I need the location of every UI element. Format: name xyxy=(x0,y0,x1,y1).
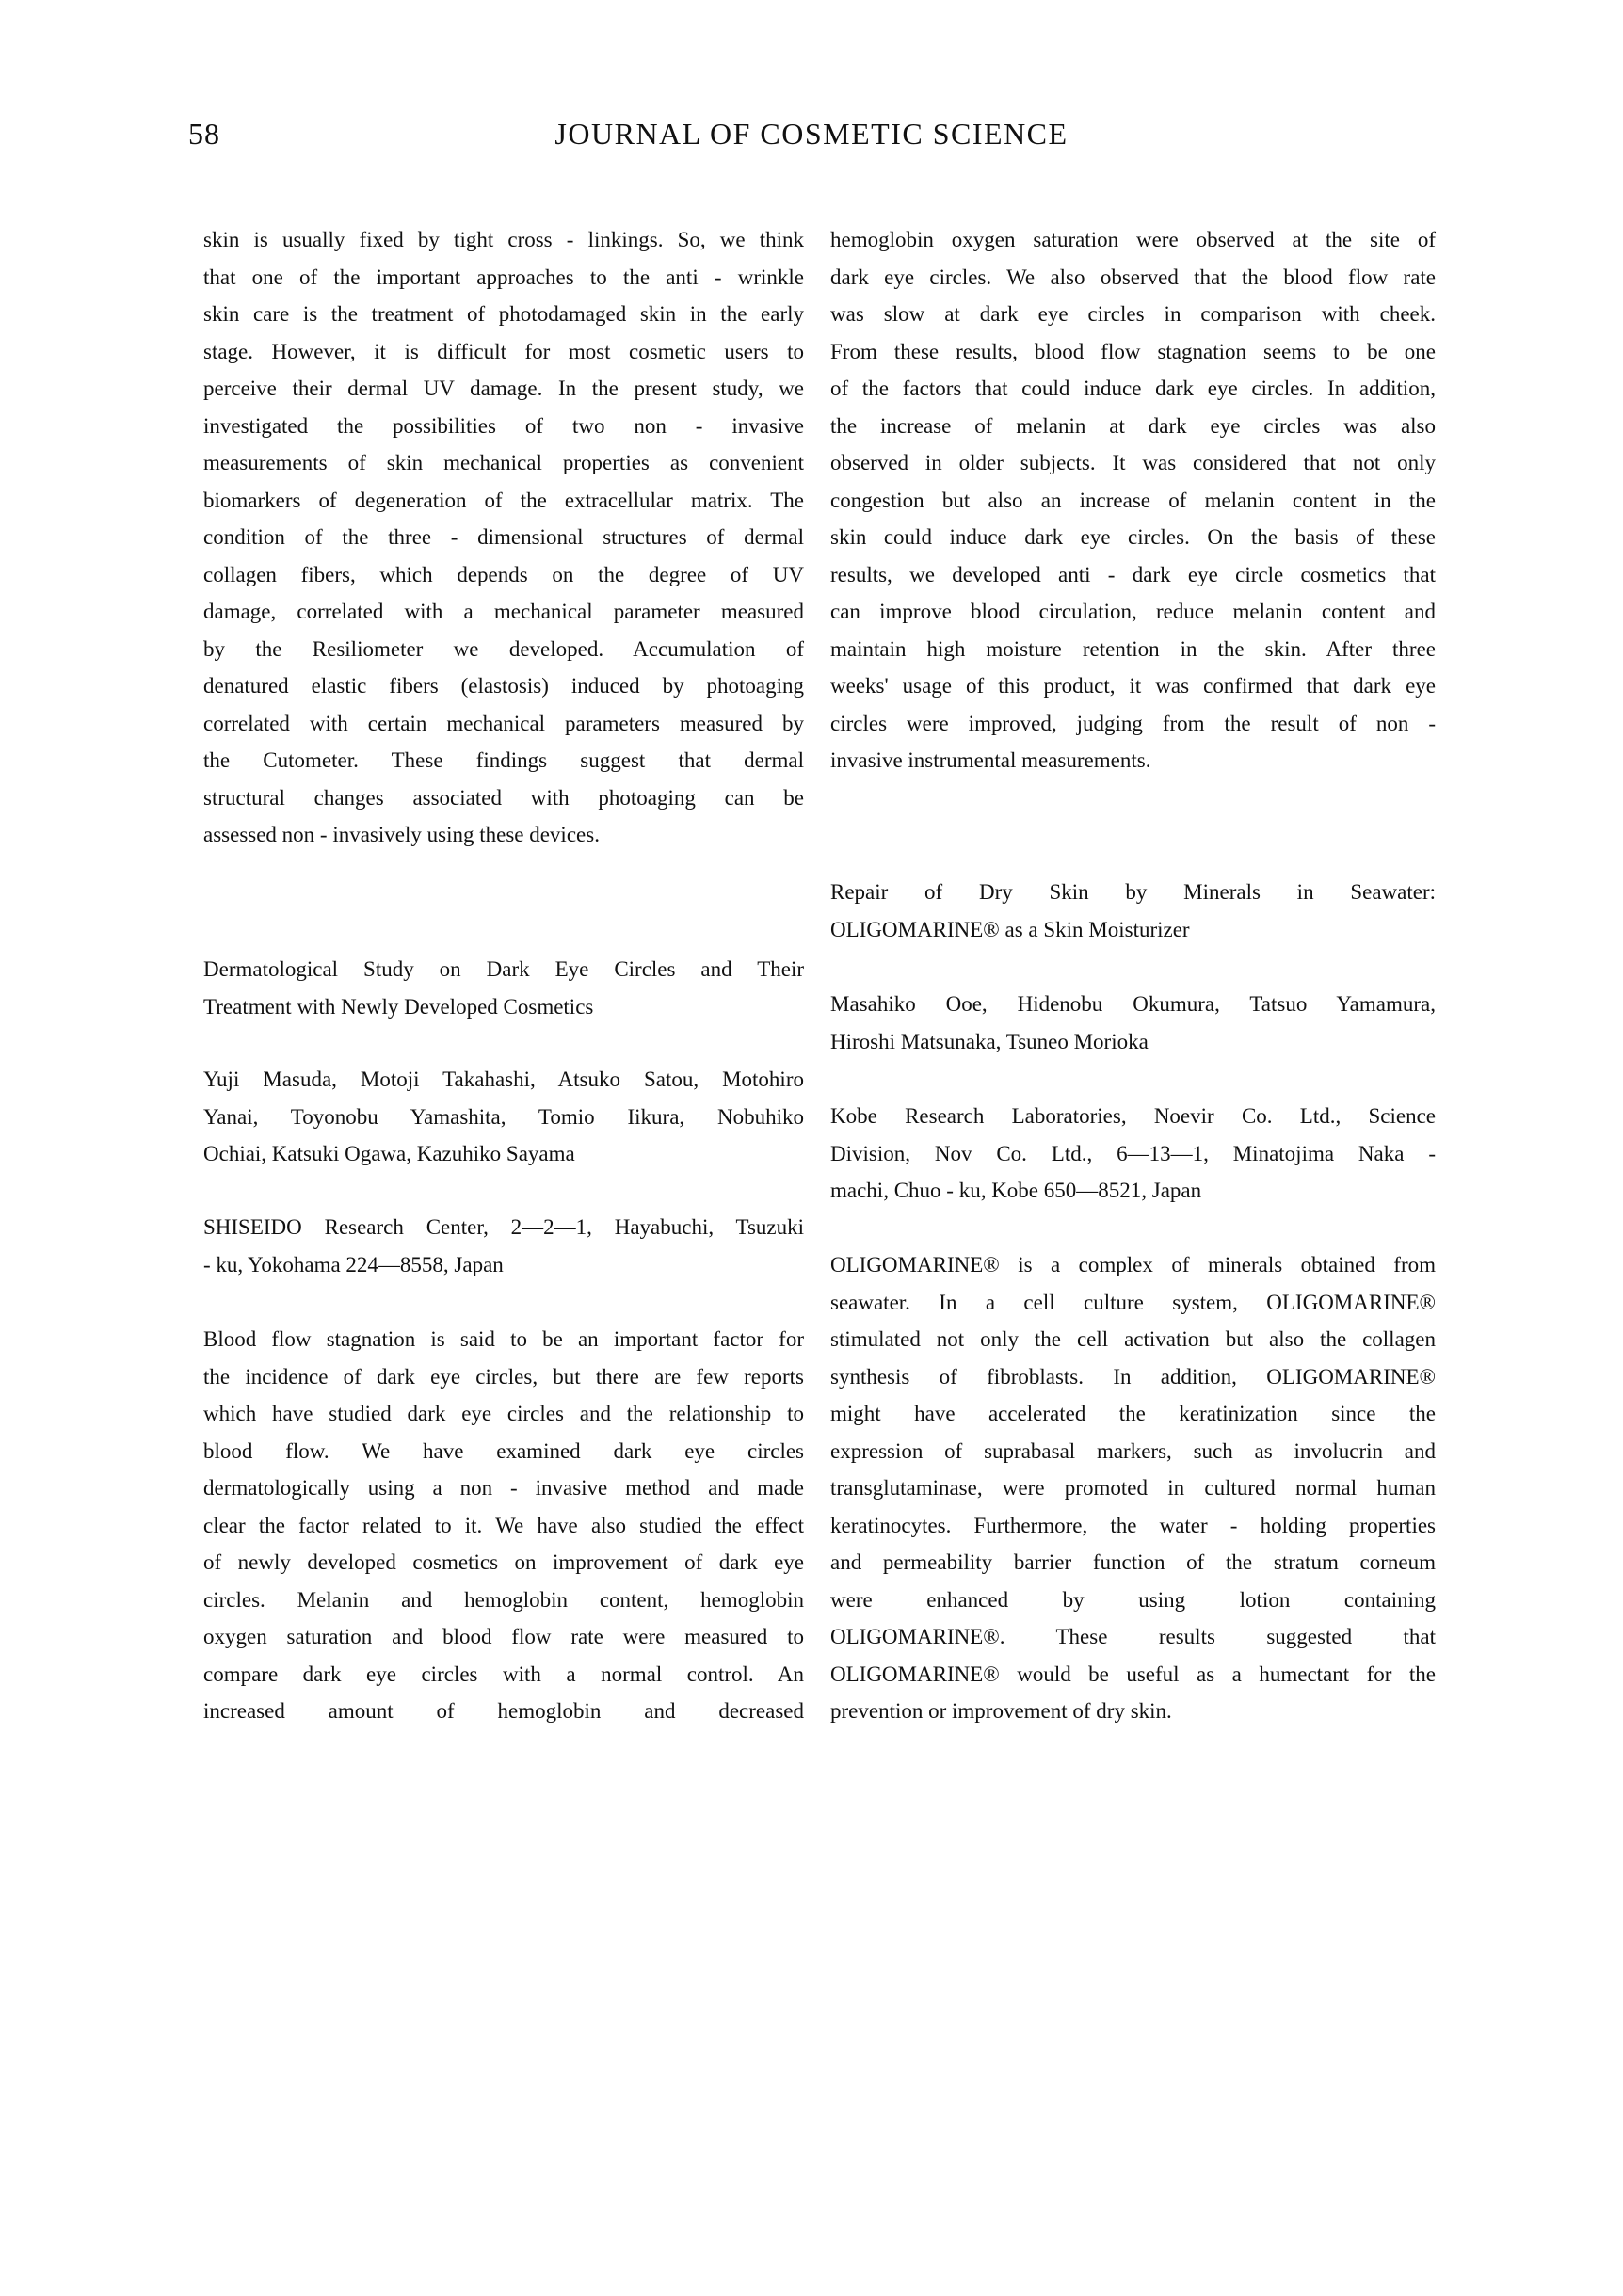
text-line: assessed non - invasively using these devices. xyxy=(203,823,600,846)
text-line: prevention or improvement of dry skin. xyxy=(830,1699,1172,1723)
text-line: Yuji Masuda, Motoji Takahashi, Atsuko Satou, Motohiro xyxy=(203,1068,804,1091)
authors-dark-eye-circles xyxy=(203,1061,804,1173)
left-continuation-text xyxy=(203,221,804,854)
text-line: dark eye circles. We also observed that the blood flow rate xyxy=(830,265,1436,289)
text-line: SHISEIDO Research Center, 2—2—1, Hayabuchi, Tsuzuki xyxy=(203,1215,804,1239)
text-line: Division, Nov Co. Ltd., 6—13—1, Minatojima Naka - xyxy=(830,1141,1436,1165)
text-line: was slow at dark eye circles in comparison with cheek. xyxy=(830,302,1436,326)
text-line: - ku, Yokohama 224—8558, Japan xyxy=(203,1252,504,1276)
text-line: Blood flow stagnation is said to be an important factor for xyxy=(203,1327,804,1351)
text-line: observed in older subjects. It was considered that not only xyxy=(830,451,1436,474)
text-line: results, we developed anti - dark eye circle cosmetics that xyxy=(830,562,1436,586)
text-line: of newly developed cosmetics on improvement of dark eye xyxy=(203,1550,804,1574)
right-continuation-text xyxy=(830,221,1436,779)
text-line: stage. However, it is difficult for most cosmetic users to xyxy=(203,339,804,363)
text-line: stimulated not only the cell activation but also the collagen xyxy=(830,1327,1436,1351)
text-line: biomarkers of degeneration of the extracellular matrix. The xyxy=(203,488,804,512)
page-number: 58 xyxy=(188,117,220,151)
text-line: were enhanced by using lotion containing xyxy=(830,1587,1436,1612)
text-line: maintain high moisture retention in the skin. After three xyxy=(830,636,1436,661)
authors-oligomarine xyxy=(830,986,1436,1060)
text-line: seawater. In a cell culture system, OLIGOMARINE® xyxy=(830,1290,1436,1314)
text-line: which have studied dark eye circles and the relationship to xyxy=(203,1402,804,1425)
text-line: expression of suprabasal markers, such as involucrin and xyxy=(830,1438,1436,1463)
text-line: perceive their dermal UV damage. In the present study, we xyxy=(203,377,804,400)
text-line: Ochiai, Katsuki Ogawa, Kazuhiko Sayama xyxy=(203,1142,575,1165)
text-line: Dermatological Study on Dark Eye Circles and Their xyxy=(203,957,804,981)
affiliation-shiseido xyxy=(203,1209,804,1283)
article-title-oligomarine xyxy=(830,874,1436,948)
text-line: investigated the possibilities of two non - invasive xyxy=(203,413,804,438)
abstract-oligomarine xyxy=(830,1246,1436,1730)
text-line: Hiroshi Matsunaka, Tsuneo Morioka xyxy=(830,1029,1149,1053)
text-line: of the factors that could induce dark eye circles. In addition, xyxy=(830,377,1436,400)
text-line: OLIGOMARINE® would be useful as a humectant for the xyxy=(830,1662,1436,1686)
text-line: measurements of skin mechanical properties as convenient xyxy=(203,451,804,474)
text-line: structural changes associated with photoaging can be xyxy=(203,785,804,810)
text-line: congestion but also an increase of melanin content in the xyxy=(830,488,1436,512)
text-line: skin could induce dark eye circles. On the basis of these xyxy=(830,525,1436,549)
text-line: skin care is the treatment of photodamaged skin in the early xyxy=(203,302,804,326)
text-line: synthesis of fibroblasts. In addition, OLIGOMARINE® xyxy=(830,1364,1436,1389)
text-line: condition of the three - dimensional structures of dermal xyxy=(203,525,804,549)
text-line: OLIGOMARINE® is a complex of minerals obtained from xyxy=(830,1253,1436,1276)
text-line: that one of the important approaches to the anti - wrinkle xyxy=(203,265,804,289)
article-title-dark-eye-circles xyxy=(203,951,804,1025)
text-line: Repair of Dry Skin by Minerals in Seawater: xyxy=(830,880,1436,904)
abstract-dark-eye-circles xyxy=(203,1321,804,1730)
text-line: compare dark eye circles with a normal control. An xyxy=(203,1662,804,1686)
affiliation-noevir xyxy=(830,1098,1436,1210)
text-line: hemoglobin oxygen saturation were observed at the site of xyxy=(830,228,1436,251)
text-line: can improve blood circulation, reduce melanin content and xyxy=(830,600,1436,623)
text-line: the increase of melanin at dark eye circles was also xyxy=(830,413,1436,438)
text-line: invasive instrumental measurements. xyxy=(830,748,1151,772)
text-line: Kobe Research Laboratories, Noevir Co. Ltd., Science xyxy=(830,1104,1436,1128)
text-line: oxygen saturation and blood flow rate were measured to xyxy=(203,1625,804,1648)
text-line: correlated with certain mechanical parameters measured by xyxy=(203,711,804,735)
text-line: skin is usually fixed by tight cross - linkings. So, we think xyxy=(203,228,804,251)
text-line: weeks' usage of this product, it was confirmed that dark eye xyxy=(830,674,1436,698)
text-line: transglutaminase, were promoted in cultured normal human xyxy=(830,1476,1436,1500)
text-line: OLIGOMARINE®. These results suggested that xyxy=(830,1625,1436,1648)
text-line: and permeability barrier function of the stratum corneum xyxy=(830,1550,1436,1574)
text-line: the Cutometer. These findings suggest that dermal xyxy=(203,748,804,772)
text-line: blood flow. We have examined dark eye circles xyxy=(203,1438,804,1463)
text-line: machi, Chuo - ku, Kobe 650—8521, Japan xyxy=(830,1179,1202,1202)
text-line: From these results, blood flow stagnation seems to be one xyxy=(830,339,1436,363)
text-line: Yanai, Toyonobu Yamashita, Tomio Iikura, Nobuhiko xyxy=(203,1104,804,1129)
text-line: dermatologically using a non - invasive method and made xyxy=(203,1476,804,1500)
text-line: damage, correlated with a mechanical parameter measured xyxy=(203,600,804,623)
text-line: keratinocytes. Furthermore, the water - holding properties xyxy=(830,1513,1436,1537)
text-line: Treatment with Newly Developed Cosmetics xyxy=(203,994,594,1019)
text-line: increased amount of hemoglobin and decreased xyxy=(203,1699,804,1723)
text-line: clear the factor related to it. We have also studied the effect xyxy=(203,1513,804,1537)
text-line: OLIGOMARINE® as a Skin Moisturizer xyxy=(830,917,1190,941)
text-line: Masahiko Ooe, Hidenobu Okumura, Tatsuo Yamamura, xyxy=(830,992,1436,1016)
text-line: collagen fibers, which depends on the degree of UV xyxy=(203,562,804,586)
text-line: circles were improved, judging from the result of non - xyxy=(830,711,1436,735)
text-line: might have accelerated the keratinization since the xyxy=(830,1402,1436,1425)
text-line: denatured elastic fibers (elastosis) induced by photoaging xyxy=(203,674,804,698)
running-header-journal-title: JOURNAL OF COSMETIC SCIENCE xyxy=(554,117,1069,151)
text-line: by the Resiliometer we developed. Accumulation of xyxy=(203,636,804,661)
text-line: the incidence of dark eye circles, but there are few reports xyxy=(203,1364,804,1389)
text-line: circles. Melanin and hemoglobin content, hemoglobin xyxy=(203,1587,804,1612)
